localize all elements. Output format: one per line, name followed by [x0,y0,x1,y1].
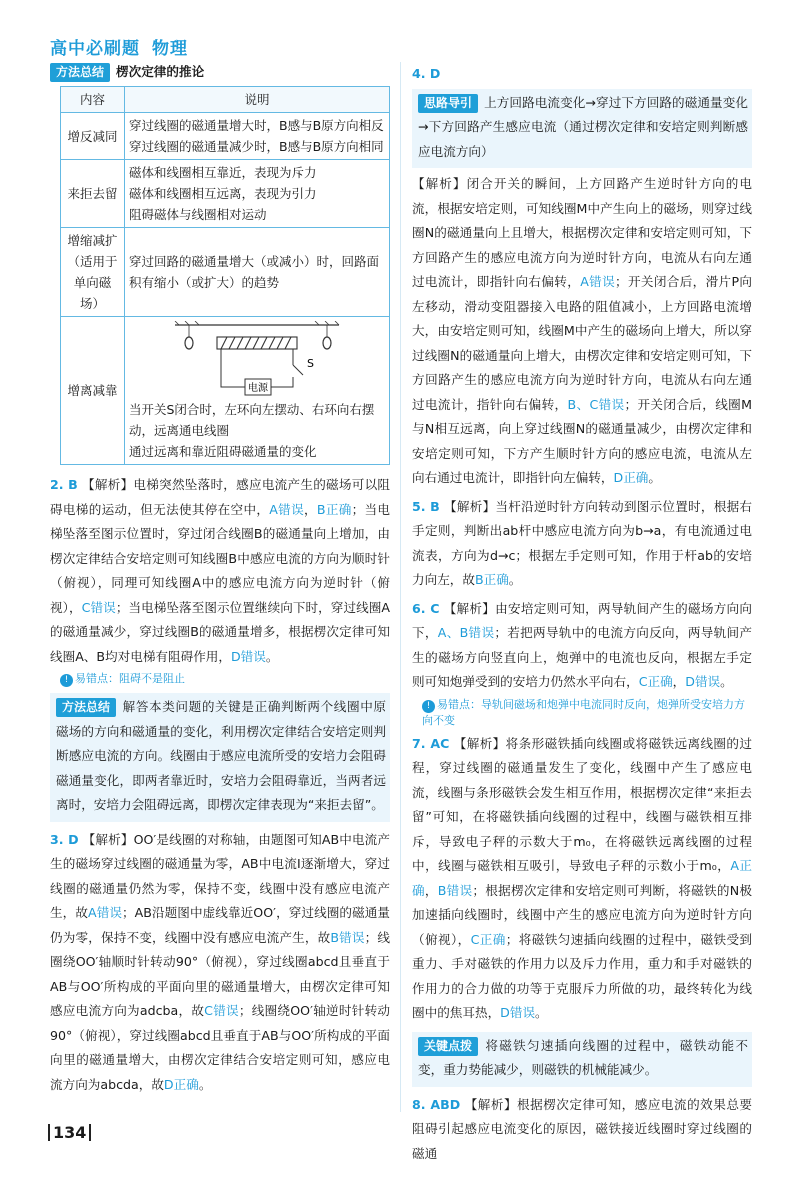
note-text: 易错点：导轨间磁场和炮弹中电流同时反向，炮弹所受安培力方向不变 [422,697,745,727]
separator: ， [303,501,317,517]
option-mark: B正确 [474,572,509,587]
row-key: 增缩减扩（适用于单向磁场） [61,228,125,317]
switch-label: S [307,357,314,370]
option-mark: B错误 [437,882,473,898]
table-row [61,317,390,465]
row-desc [125,317,390,465]
key-point-tag: 关键点拨 [418,1037,478,1056]
thinking-guide [412,89,752,169]
option-mark: C正确 [470,931,506,947]
row-desc: 穿过回路的磁通量增大（或减小）时，回路面积有缩小（或扩大）的趋势 [125,228,390,317]
method-summary-tag: 方法总结 [50,63,110,82]
answer-text: ；根据楞次定律和安培定则可判断，将磁铁的N极加速插向线圈时，线圈中产生的感应电流方向为逆时针方向（俯视）， [412,882,753,947]
option-mark: B错误 [330,929,365,945]
answer-2 [50,473,390,669]
option-mark: D正确 [163,1076,199,1092]
option-mark: D错误 [500,1005,536,1020]
end-punct: 。 [720,674,733,689]
answer-text: ；当电梯坠落至图示位置时，穿过闭合线圈B的磁通量向上增加，由楞次定律结合安培定则可知线圈B中感应电流的方向为顺时针（俯视），同理可知线圈A中的感应电流方向为逆时针（俯视）， [50,501,391,615]
desc-line: 磁体和线圈相互靠近，表现为斥力 [129,165,317,180]
left-column [50,62,390,1097]
option-mark: C错误 [81,599,116,615]
option-mark: D正确 [613,470,649,485]
desc-line: 磁体和线圈相互远离，表现为引力 [129,186,317,201]
answer-text: ；开关闭合后，线圈M与N相互远离，向上穿过线圈N的磁通量减少，由楞次定律和安培定则可知，下方产生顺时针方向的感应电流，电流从左向右通过电流计，即指针向左偏转， [412,396,752,485]
column-divider [400,62,401,1112]
error-note-2 [60,671,390,687]
end-punct: 。 [198,1076,212,1092]
answer-7 [412,732,752,1026]
method-summary-2 [50,693,390,822]
answer-text: 【解析】由安培定则可知，两导轨间产生的磁场方向向下， [412,600,752,640]
summary1-title: 楞次定律的推论 [116,64,205,79]
table-row [61,113,390,160]
key-point-box [412,1032,752,1087]
desc-line: 穿过线圈的磁通量增大时，B感与B原方向相反 [129,118,384,133]
key-point-text: 将磁铁匀速插向线圈的过程中，磁铁动能不变，重力势能减少，则磁铁的机械能减少。 [418,1037,748,1077]
answer-number: 4. D [412,66,441,81]
circuit-diagram [129,319,385,399]
option-mark: A、B错误 [437,625,495,640]
table-header-row [61,87,390,113]
answer-number: 2. B [50,477,78,492]
answer-4 [412,62,752,87]
lenz-corollary-table [60,86,390,465]
row-key: 增离减靠 [61,317,125,465]
answer-text: 【解析】当杆沿逆时针方向转动到图示位置时，根据右手定则，判断出ab杆中感应电流方向为b→a，有电流通过电流表，方向为d→c；根据左手定则可知，作用于杆ab的安培力向左，故 [412,498,753,587]
page-number: 134 [48,1124,91,1141]
answer-text: 【解析】根据楞次定律可知，感应电流的效果总要阻碍引起感应电流变化的原因，磁铁接近线圈时穿过线圈的磁通 [412,1096,752,1161]
answer-8 [412,1093,752,1167]
book-title: 高中必刷题 [50,39,140,59]
answer-text: ；开关闭合后，滑片P向左移动，滑动变阻器接入电路的阻值减小，上方回路电流增大，由安培定则可知，线圈M中产生的磁场向上增大，所以穿过线圈N的磁通量向上增大，由楞次定律和安培定则可知，下方回路产生的感应电流方向为逆时针方向，电流从右向左通过电流计，指针向右偏转， [412,274,752,412]
answer-text: ；线圈绕OO′轴逆时针转动90°（俯视），穿过线圈abcd且垂直于AB与OO′所构成的平面向里的磁通量增大，由楞次定律结合安培定则可知，感应电流方向为abcda，故 [50,1003,391,1092]
option-mark: A错误 [269,501,304,517]
row-key: 增反减同 [61,113,125,160]
table-row [61,160,390,228]
table-header-content: 内容 [61,87,125,113]
error-note-6 [422,697,752,728]
answer-6 [412,597,752,695]
option-mark: C正确 [638,674,673,689]
row-desc [125,113,390,160]
answer-text: ；AB沿题图中虚线靠近OO′，穿过线圈的磁通量仍为零，保持不变，线圈中没有感应电流产生，故 [50,905,390,945]
method-summary-tag: 方法总结 [56,698,116,717]
warning-icon: ! [60,674,73,687]
option-mark: A错误 [88,905,123,920]
end-punct: 。 [265,648,279,664]
answer-3 [50,828,390,1098]
desc-line: 当开关S闭合时，左环向左摆动、右环向右摆动，远离通电线圈 [129,402,375,438]
table-header-desc: 说明 [125,87,390,113]
left-ring [185,337,193,349]
option-mark: A错误 [580,274,616,289]
end-punct: 。 [535,1005,548,1020]
answer-number: 7. AC [412,735,450,751]
answer-text: ；将磁铁匀速插向线圈的过程中，磁铁受到重力、手对磁铁的作用力以及斥力作用，重力和手对磁铁的作用力的合力做的功等于克服斥力所做的功，最终转化为线圈中的焦耳热， [412,931,753,1020]
answer-text: 【解析】将条形磁铁插向线圈或将磁铁远离线圈的过程，穿过线圈的磁通量发生了变化，线圈中产生了感应电流，线圈与条形磁铁会发生相互作用，根据楞次定律“来拒去留”可知，在将磁铁插向线圈的过程中，线圈与磁铁相互排斥，导致电子秤的示数大于m₀，在将磁铁远离线圈的过程中，线圈与磁铁相互吸引，导致电子秤的示数小于m₀， [412,735,752,873]
table-row [61,228,390,317]
answer-4-analysis [412,172,752,491]
note-text: 易错点：阻碍不是阻止 [75,672,185,685]
right-ring [323,337,331,349]
switch [293,365,303,375]
option-mark: D错误 [230,648,266,664]
summary1-heading [50,62,390,82]
answer-text: 【解析】电梯突然坠落时，感应电流产生的磁场可以阻碍电梯的运动，但无法使其停在空中， [50,477,391,517]
source-label: 电源 [248,383,268,394]
summary-text: 解答本类问题的关键是正确判断两个线圈中原磁场的方向和磁通量的变化，利用楞次定律结合安培定则判断感应电流的方向。线圈由于感应电流所受的安培力会阻碍磁通量变化，即两者靠近时，安培力会阻碍靠近，当两者远离时，安培力会阻碍远离，即楞次定律表现为“来拒去留”。 [56,699,386,812]
option-mark: A正确 [412,858,752,898]
answer-text: ；当电梯坠落至图示位置继续向下时，穿过线圈A的磁通量减少，穿过线圈B的磁通量增多，根据楞次定律可知线圈A、B均对电梯有阻碍作用， [50,599,391,664]
answer-text: 【解析】闭合开关的瞬间，上方回路产生逆时针方向的电流，根据安培定则，可知线圈M中产生向上的磁场，则穿过线圈N的磁通量向上且增大，根据楞次定律和安培定则可知，下方回路产生的感应电流方向为逆时针方向，电流从右向左通过电流计，即指针向右偏转， [412,176,752,289]
page-header [50,34,188,59]
answer-text: 【解析】OO′是线圈的对称轴，由题图可知AB中电流产生的磁场穿过线圈的磁通量为零，AB中电流I逐渐增大，穿过线圈的磁通量仍然为零，保持不变，线圈中没有感应电流产生，故 [50,831,390,920]
answer-number: 3. D [50,831,79,847]
option-mark: B、C错误 [567,396,625,412]
answer-text: ；若把两导轨中的电流方向反向，两导轨间产生的磁场方向竖直向上，炮弹中的电流也反向，根据左手定则可知炮弹受到的安培力仍然水平向右， [412,625,753,689]
answer-number: 6. C [412,600,440,616]
option-mark: B正确 [316,501,352,517]
separator: ， [672,674,686,689]
desc-line: 穿过线圈的磁通量减少时，B感与B原方向相同 [129,139,384,154]
answer-number: 8. ABD [412,1096,461,1112]
answer-text: ；线圈绕OO′轴顺时针转动90°（俯视），穿过线圈abcd且垂直于AB与OO′所构成的平面向里的磁通量增大，由楞次定律可知感应电流方向为adcba，故 [50,929,391,1018]
solenoid [217,337,297,349]
option-mark: C错误 [204,1003,239,1018]
answer-number: 5. B [412,498,440,514]
coil-rings-figure [167,321,347,399]
desc-line: 通过远离和靠近阻碍磁通量的变化 [129,444,317,459]
guide-tag: 思路导引 [418,94,478,113]
answer-5 [412,495,752,593]
option-mark: D错误 [685,674,721,689]
subject-title: 物理 [152,39,188,59]
end-punct: 。 [508,572,522,587]
end-punct: 。 [648,470,661,485]
guide-text: 上方回路电流变化→穿过下方回路的磁通量变化→下方回路产生感应电流（通过楞次定律和安培定则判断感应电流方向） [418,94,748,159]
desc-line: 阻碍磁体与线圈相对运动 [129,207,267,222]
separator: ， [424,882,438,898]
row-desc [125,160,390,228]
right-column [412,62,752,1166]
warning-icon: ! [422,700,435,713]
row-key: 来拒去留 [61,160,125,228]
